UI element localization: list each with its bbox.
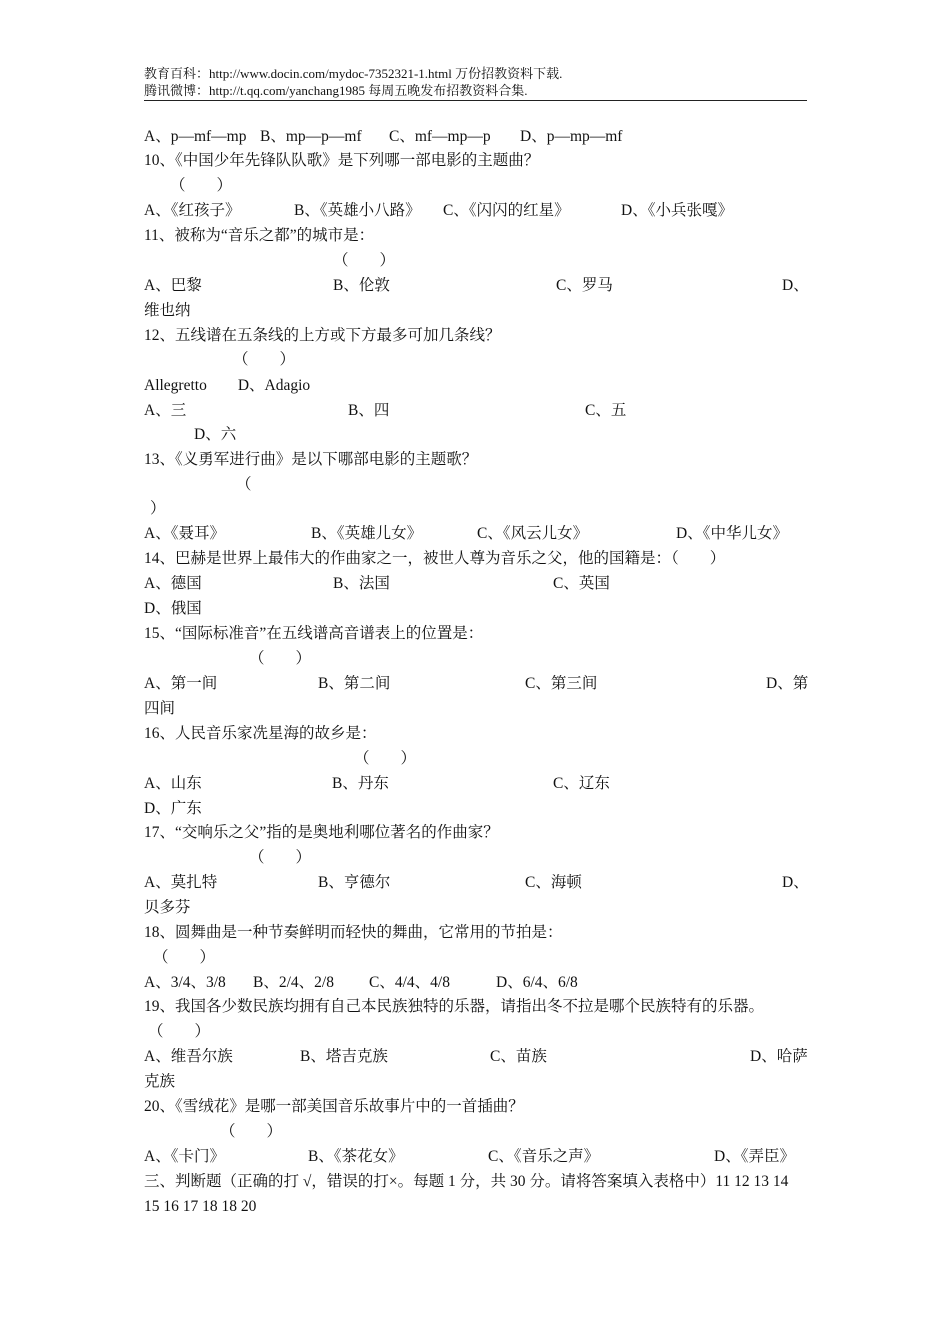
q10-option-c: C、《闪闪的红星》 (443, 202, 570, 219)
q14-option-b: B、法国 (333, 575, 390, 592)
q18-option-c: C、4/4、4/8 (369, 974, 450, 991)
q13-blank-open: （ (236, 476, 252, 493)
q16-option-b: B、丹东 (332, 775, 389, 792)
q13-stem: 13、《义勇军进行曲》是以下哪部电影的主题歌？ (144, 451, 478, 468)
q11-option-c: C、罗马 (556, 277, 613, 294)
q17-option-b: B、亨德尔 (318, 874, 391, 891)
q19-option-a: A、维吾尔族 (144, 1048, 233, 1065)
header-line-2: 腾讯微博：http://t.qq.com/yanchang1985 每周五晚发布招教资料合集. (144, 83, 528, 98)
q13-option-c: C、《风云儿女》 (477, 525, 589, 542)
q12-option-b: B、四 (348, 402, 390, 419)
q9-option-a: A、p—mf—mp (144, 128, 247, 145)
q19-blank: （ ） (148, 1023, 211, 1040)
section3-heading: 三、判断题（正确的打 √，错误的打×。每题 1 分，共 30 分。请将答案填入表格中）11 12 13 14 (144, 1173, 789, 1190)
q12-option-c: C、五 (585, 402, 627, 419)
q11-stem: 11、被称为“音乐之都”的城市是： (144, 227, 375, 244)
q16-option-c: C、辽东 (553, 775, 610, 792)
q18-stem: 18、圆舞曲是一种节奏鲜明而轻快的舞曲，它常用的节拍是： (144, 924, 563, 941)
q17-option-c: C、海顿 (525, 874, 582, 891)
q17-option-a: A、莫扎特 (144, 874, 218, 891)
q15-option-a: A、第一间 (144, 675, 218, 692)
q19-option-d: D、哈萨 (750, 1048, 808, 1065)
q15-option-b: B、第二间 (318, 675, 391, 692)
q16-option-d: D、广东 (144, 800, 202, 817)
q17-option-d: D、 (782, 874, 809, 891)
q13-option-b: B、《英雄儿女》 (311, 525, 423, 542)
q10-option-b: B、《英雄小八路》 (294, 202, 421, 219)
q10-stem: 10、《中国少年先锋队队歌》是下列哪一部电影的主题曲？ (144, 152, 540, 169)
q14-option-a: A、德国 (144, 575, 202, 592)
q17-blank: （ ） (249, 849, 312, 866)
q12-blank: （ ） (233, 351, 296, 368)
q17-option-d-wrap: 贝多芬 (144, 899, 191, 916)
q9-option-d: D、p—mp—mf (520, 128, 623, 145)
section3-numbers: 15 16 17 18 18 20 (144, 1198, 257, 1215)
q14-option-d: D、俄国 (144, 600, 202, 617)
q11-option-a: A、巴黎 (144, 277, 202, 294)
q10-blank: （ ） (170, 177, 233, 194)
q15-blank: （ ） (249, 650, 312, 667)
q12-option-a: A、三 (144, 402, 187, 419)
q20-option-c: C、《音乐之声》 (488, 1148, 600, 1165)
q11-option-d-wrap: 维也纳 (144, 302, 191, 319)
q12-option-d: D、六 (194, 426, 237, 443)
q16-stem: 16、人民音乐家冼星海的故乡是： (144, 725, 377, 742)
header-line-1: 教育百科：http://www.docin.com/mydoc-7352321-1.html 万份招教资料下载. (144, 66, 563, 81)
q18-option-a: A、3/4、3/8 (144, 974, 226, 991)
q18-option-b: B、2/4、2/8 (253, 974, 334, 991)
q20-option-d: D、《弄臣》 (714, 1148, 795, 1165)
q9-option-c: C、mf—mp—p (389, 128, 491, 145)
q16-blank: （ ） (354, 750, 417, 767)
q10-option-d: D、《小兵张嘎》 (621, 202, 733, 219)
q13-option-d: D、《中华儿女》 (676, 525, 788, 542)
q18-option-d: D、6/4、6/8 (496, 974, 578, 991)
q19-option-d-wrap: 克族 (144, 1073, 176, 1090)
header-rule (144, 100, 807, 101)
q12-stem: 12、五线谱在五条线的上方或下方最多可加几条线？ (144, 327, 501, 344)
q20-stem: 20、《雪绒花》是哪一部美国音乐故事片中的一首插曲？ (144, 1098, 524, 1115)
q11-option-b: B、伦敦 (333, 277, 390, 294)
q20-option-b: B、《茶花女》 (308, 1148, 404, 1165)
q19-stem: 19、我国各少数民族均拥有自己本民族独特的乐器，请指出冬不拉是哪个民族特有的乐器。 (144, 998, 765, 1015)
q15-option-c: C、第三间 (525, 675, 598, 692)
q15-option-d: D、第 (766, 675, 809, 692)
q14-option-c: C、英国 (553, 575, 610, 592)
q16-option-a: A、山东 (144, 775, 202, 792)
q9-option-b: B、mp—p—mf (260, 128, 362, 145)
q13-blank-close: ） (150, 500, 166, 517)
q20-blank: （ ） (220, 1123, 283, 1140)
q18-blank: （ ） (153, 949, 216, 966)
q15-stem: 15、“国际标准音”在五线谱高音谱表上的位置是： (144, 625, 484, 642)
q19-option-c: C、苗族 (490, 1048, 547, 1065)
q11-option-d: D、 (782, 277, 809, 294)
q14-stem: 14、巴赫是世界上最伟大的作曲家之一，被世人尊为音乐之父，他的国籍是：（ ） (144, 550, 726, 567)
q19-option-b: B、塔吉克族 (300, 1048, 388, 1065)
q12-stray-line: Allegretto D、Adagio (144, 377, 311, 394)
q11-blank: （ ） (333, 252, 396, 269)
q20-option-a: A、《卡门》 (144, 1148, 225, 1165)
q10-option-a: A、《红孩子》 (144, 202, 241, 219)
q15-option-d-wrap: 四间 (144, 700, 176, 717)
q17-stem: 17、“交响乐之父”指的是奥地利哪位著名的作曲家？ (144, 824, 499, 841)
q13-option-a: A、《聂耳》 (144, 525, 225, 542)
